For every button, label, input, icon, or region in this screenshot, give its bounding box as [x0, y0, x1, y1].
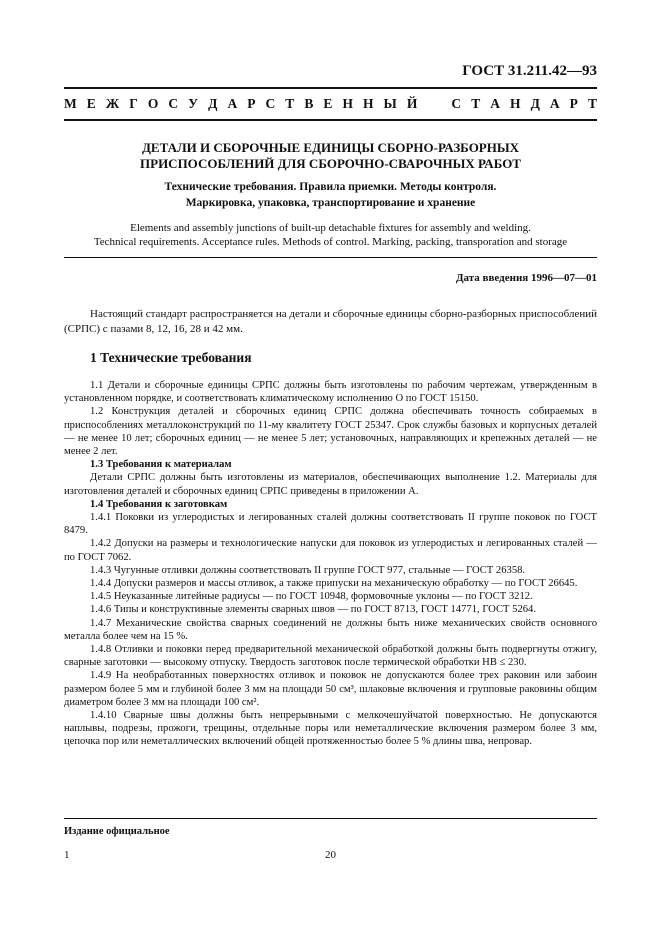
standard-label-letter: У	[188, 96, 199, 111]
standard-label-letter: Е	[86, 96, 96, 111]
standard-label-letter: Т	[471, 96, 481, 111]
title-line: ПРИСПОСОБЛЕНИЙ ДЛЯ СБОРОЧНО-СВАРОЧНЫХ РАБОТ	[140, 156, 521, 171]
standard-label-letter: А	[227, 96, 238, 111]
standard-label	[64, 96, 597, 112]
paragraph: 1.4.2 Допуски на размеры и технологические напуски для поковок из углеродистых и легированных сталей — по ГОСТ 7062.	[64, 538, 597, 563]
header-rule	[64, 87, 597, 89]
page-number: 20	[325, 849, 336, 861]
paragraph: 1.4.3 Чугунные отливки должны соответствовать II группе ГОСТ 977, стальные — ГОСТ 26358.	[90, 564, 526, 576]
header-rule-lower	[64, 119, 597, 121]
standard-label-letter: Д	[208, 96, 218, 111]
standard-label-letter: С	[265, 96, 276, 111]
paragraph: 1.4.5 Неуказанные литейные радиусы — по ГОСТ 10948, формовочные уклоны — по ГОСТ 3212.	[90, 591, 533, 603]
paragraph: 1.4.9 На необработанных поверхностях отливок и поковок не допускаются более трех раковин или забоин размером более 5 мм и глубиной более 3 мм на площади 50 см³, шлаковые включения и групповые раковины общим диаметром более 3 мм на площади 100 см².	[64, 670, 597, 708]
paragraph: 1.1 Детали и сборочные единицы СРПС должны быть изготовлены по рабочим чертежам, утвержденным в установленном порядке, и соответствовать климатическому исполнению О по ГОСТ 15150.	[64, 380, 597, 405]
subsection-heading: 1.4 Требования к заготовкам	[90, 498, 228, 510]
standard-label-letter: Й	[406, 96, 418, 111]
paragraph: Детали СРПС должны быть изготовлены из материалов, обеспечивающих выполнение 1.2. Материалы для изготовления деталей и сборочных единиц СРПС приведены в приложении А.	[64, 472, 597, 497]
page-number-left: 1	[64, 849, 70, 861]
standard-label-letter: Ы	[383, 96, 397, 111]
document-code: ГОСТ 31.211.42—93	[462, 63, 597, 79]
introduction-date: Дата введения 1996—07—01	[455, 272, 597, 284]
subtitle-line: Технические требования. Правила приемки. Методы контроля.	[164, 181, 497, 193]
standard-label-letter: О	[147, 96, 159, 111]
standard-label-letter: Д	[530, 96, 540, 111]
section-body	[64, 379, 597, 749]
standard-label-letter: Т	[285, 96, 295, 111]
standard-label-letter: Н	[362, 96, 374, 111]
paragraph: 1.4.6 Типы и конструктивные элементы сварных швов — по ГОСТ 8713, ГОСТ 14771, ГОСТ 5264.	[90, 604, 536, 616]
standard-label-letter: Р	[569, 96, 578, 111]
english-title	[64, 221, 597, 249]
standard-label-letter: Т	[587, 96, 597, 111]
standard-label-gap	[427, 96, 441, 112]
standard-label-letters	[64, 96, 597, 112]
footer-rule	[64, 818, 597, 819]
standard-label-letter: Г	[129, 96, 138, 111]
title-divider	[64, 257, 597, 258]
standard-label-letter: М	[64, 96, 77, 111]
intro-paragraph: Настоящий стандарт распространяется на детали и сборочные единицы сборно-разборных приспособлений (СРПС) с пазами 8, 12, 16, 28 и 42 мм.	[64, 308, 597, 335]
english-title-line: Elements and assembly junctions of built-up detachable fixtures for assembly and welding.	[130, 222, 531, 234]
subsection-heading: 1.3 Требования к материалам	[90, 459, 232, 471]
standard-label-letter: Р	[247, 96, 256, 111]
paragraph: 1.4.4 Допуски размеров и массы отливок, а также припуски на механическую обработку — по ГОСТ 26645.	[90, 578, 578, 590]
document-title	[64, 140, 597, 172]
subtitle-line: Маркировка, упаковка, транспортирование и хранение	[185, 196, 476, 209]
paragraph: 1.4.1 Поковки из углеродистых и легированных сталей должны соответствовать II группе поковок по ГОСТ 8479.	[64, 512, 597, 537]
standard-label-letter: Е	[323, 96, 333, 111]
title-line: ДЕТАЛИ И СБОРОЧНЫЕ ЕДИНИЦЫ СБОРНО-РАЗБОРНЫХ	[141, 140, 520, 155]
paragraph: 1.4.10 Сварные швы должны быть непрерывными с мелкочешуйчатой поверхностью. Не допускаются наплывы, подрезы, прожоги, трещины, отдельные поры или неметаллические включения размером более 3 мм, цепочка пор или неметаллических включений общей протяженностью более 5 % длины шва, непровар.	[64, 710, 597, 748]
standard-label-letter: Ж	[105, 96, 120, 111]
standard-label-letter: С	[168, 96, 179, 111]
standard-label-letter: Н	[342, 96, 353, 111]
section-heading: 1 Технические требования	[90, 350, 252, 365]
paragraph: 1.2 Конструкция деталей и сборочных единиц СРПС должна обеспечивать точность собираемых в приспособлениях металлоконструкций по 11-му квалитету ГОСТ 25347. Срок службы базовых и корпусных деталей — не менее 10 лет; сборочных единиц — не менее 5 лет; установочных, направляющих и крепежных деталей — не менее 2 лет.	[64, 406, 597, 458]
paragraph: 1.4.7 Механические свойства сварных соединений не должны быть ниже механических свойств основного металла более чем на 15 %.	[64, 617, 597, 642]
document-subtitle	[64, 180, 597, 211]
paragraph: 1.4.8 Отливки и поковки перед предварительной механической обработкой должны быть подвергнуты отжигу, сварные заготовки — высокому отпуску. Твердость заготовок после термической обработки НВ ≤ 230.	[64, 644, 597, 669]
standard-label-letter: А	[490, 96, 500, 111]
standard-label-letter: С	[451, 96, 462, 111]
english-title-line: Technical requirements. Acceptance rules. Methods of control. Marking, packing, transporation and storage	[93, 236, 568, 248]
standard-label-letter: Н	[510, 96, 521, 111]
standard-label-letter: В	[304, 96, 314, 111]
edition-label: Издание официальное	[64, 826, 170, 837]
standard-label-letter: А	[549, 96, 560, 111]
